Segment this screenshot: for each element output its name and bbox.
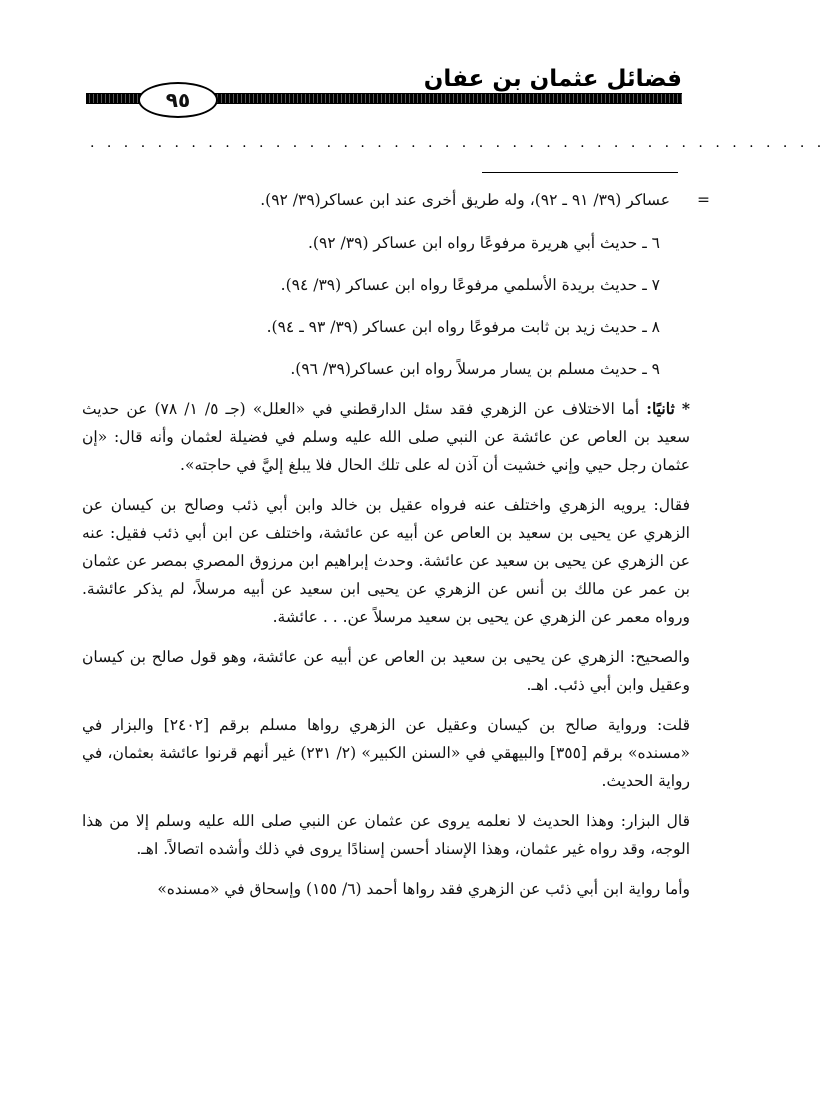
dotted-separator: . . . . . . . . . . . . . . . . . . . . . . . . . . . . . . . . . . . . . . . . . . . . (90, 135, 825, 151)
page-header (0, 0, 760, 120)
paragraph: والصحيح: الزهري عن يحيى بن سعيد بن العاص عن أبيه عن عائشة، وهو قول صالح بن كيسان وعقيل وابن أبي ذئب. اهـ. (82, 648, 690, 694)
paragraph: فقال: يرويه الزهري واختلف عنه فرواه عقيل بن خالد وابن أبي ذئب وصالح بن كيسان عن الزهري عن يحيى بن سعيد بن العاص عن أبيه عن عائشة، واختلف عن ابن أبي ذئب فقيل: عنه عن الزهري عن يحيى بن سعيد عن عائشة. وحدث إبراهيم ابن مرزوق المصري بمصر عن عثمان بن عمر عن مالك بن أنس عن الزهري عن يحيى ابن سعيد عن أبيه مرسلاً، لم يذكر عائشة. ورواه معمر عن الزهري عن يحيى بن سعيد مرسلاً عن. . . عائشة. (82, 496, 690, 626)
paragraph: قال البزار: وهذا الحديث لا نعلمه يروى عن عثمان عن النبي صلى الله عليه وسلم إلا من هذا الوجه، وقد رواه غير عثمان، وهذا الإسناد أحسن إسنادًا يروى في ذلك وأشده اتصالاً. اهـ. (82, 812, 690, 858)
footnote-block (82, 186, 710, 390)
page-body (82, 186, 710, 910)
footnote-continuation-text: عساكر (٣٩/ ٩١ ـ ٩٢)، وله طريق أخرى عند ابن عساكر(٣٩/ ٩٢). (260, 191, 670, 209)
footnote-item: ٩ ـ حديث مسلم بن يسار مرسلاً رواه ابن عساكر(٣٩/ ٩٦). (290, 360, 660, 378)
footnote-continuation-marker: = (697, 191, 710, 209)
footnote-continuation (82, 186, 710, 222)
paragraph-text: أما الاختلاف عن الزهري فقد سئل الدارقطني في «العلل» (جـ ٥/ ١/ ٧٨) عن حديث سعيد بن العاص عن عائشة عن النبي صلى الله عليه وسلم في فضيلة لعثمان وأنه قال: «إن عثمان رجل حيي وإني خشيت أن آذن له على تلك الحال فلا يبلغ إليَّ في حاجته». (82, 400, 690, 474)
book-title: فضائل عثمان بن عفان (423, 66, 682, 92)
footnote-rule (482, 172, 678, 173)
star-marker: * (681, 399, 690, 418)
footnote-item: ٧ ـ حديث بريدة الأسلمي مرفوعًا رواه ابن عساكر (٣٩/ ٩٤). (280, 276, 660, 294)
paragraph: قلت: ورواية صالح بن كيسان وعقيل عن الزهري رواها مسلم برقم [٢٤٠٢] والبزار في «مسنده» برقم [٣٥٥] والبيهقي في «السنن الكبير» (٢/ ٢٣١) غير أنهم قرنوا عائشة بعثمان، في رواية الحديث. (82, 716, 690, 790)
paragraph-secondly (82, 390, 690, 486)
paragraph: وأما رواية ابن أبي ذئب عن الزهري فقد رواها أحمد (٦/ ١٥٥) وإسحاق في «مسنده» (157, 880, 690, 898)
footnote-item: ٨ ـ حديث زيد بن ثابت مرفوعًا رواه ابن عساكر (٣٩/ ٩٣ ـ ٩٤). (266, 318, 660, 336)
page-number: ٩٥ (138, 82, 218, 118)
paragraph-lead: ثانيًا: (646, 399, 675, 418)
footnote-item: ٦ ـ حديث أبي هريرة مرفوعًا رواه ابن عساكر (٣٩/ ٩٢). (307, 234, 660, 252)
